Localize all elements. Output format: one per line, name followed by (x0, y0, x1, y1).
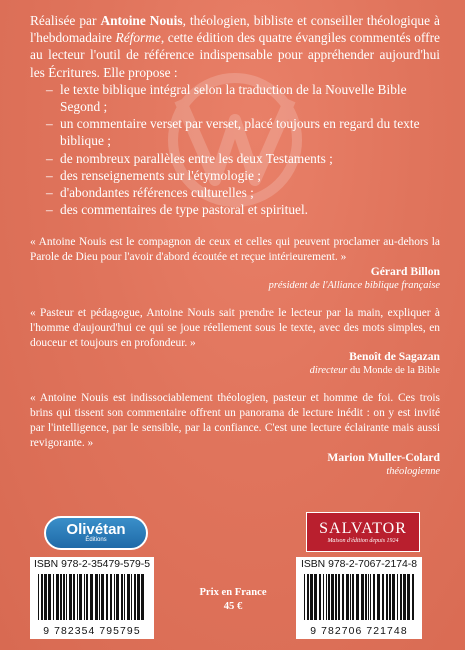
barcode-icon (304, 574, 414, 620)
isbn-text: ISBN 978-2-7067-2174-8 (300, 559, 418, 570)
intro-text-3: , cette édition des quatre évangiles commentés offre au lecteur l'outil de référence indispensable pour appréhender aujourd'hui les Écritures. Elle propose : (30, 30, 440, 80)
barcode-digits: 9 782706 721748 (310, 626, 408, 637)
quote-author: Gérard Billon (370, 265, 440, 279)
feature-item: – le texte biblique intégral selon la traduction de la Nouvelle Bible Segond ; (46, 81, 440, 115)
olivetan-logo-name: Olivétan (66, 521, 126, 538)
barcode-digits: 9 782354 795795 (43, 626, 141, 637)
olivetan-logo-sub: Éditions (85, 537, 107, 543)
role-text: directeur (309, 365, 350, 377)
feature-item: – de nombreux parallèles entre les deux Testaments ; (46, 150, 440, 167)
quote-text: « Antoine Nouis est le compagnon de ceux et celles qui peuvent proclamer au-dehors la Parole de Dieu pour l'avoir d'abord écoutée et reçue intérieurement. » (30, 236, 440, 264)
intro-magazine: Réforme (115, 30, 161, 46)
salvator-logo (306, 512, 420, 552)
barcode-icon (38, 574, 146, 620)
main-text (30, 12, 440, 478)
isbn-text: ISBN 978-2-35479-579-5 (33, 559, 151, 570)
barcode-salvator (296, 557, 422, 639)
feature-list (30, 81, 440, 219)
barcode-olivetan (30, 557, 154, 639)
feature-item: – d'abondantes références culturelles ; (46, 184, 440, 201)
intro-text-1: Réalisée par (30, 13, 101, 28)
feature-item: – des commentaires de type pastoral et spirituel. (46, 201, 440, 218)
salvator-logo-sub: Maison d'édition depuis 1924 (327, 537, 399, 544)
quote-text: « Antoine Nouis est indissociablement théologien, pasteur et homme de foi. Ces trois brins qui tissent son commentaire offrent un panorama de lecture inédit : on y est invité par l'intelligence, par le sensible, par la confiance. C'est une lecture éclairante mais aussi revigorante. » (30, 392, 440, 449)
quote-author: Marion Muller-Colard (327, 450, 440, 464)
quote-author: Benoît de Sagazan (349, 350, 440, 364)
price-block (180, 586, 286, 614)
intro-author-name: Antoine Nouis (100, 13, 183, 28)
feature-item: – un commentaire verset par verset, placé toujours en regard du texte biblique ; (46, 115, 440, 149)
role-text: Monde de la Bible (360, 365, 440, 377)
quote-text: « Pasteur et pédagogue, Antoine Nouis sait prendre le lecteur par la main, expliquer à l'homme d'aujourd'hui ce qui se joue réellement sous le texte, avec des mots simples, en douceur et toujours en profondeur. » (30, 307, 440, 349)
role-text: du (349, 365, 361, 377)
salvator-logo-name: SALVATOR (319, 519, 407, 537)
quote-author-role (30, 364, 440, 377)
olivetan-logo (44, 516, 148, 550)
quote-author-role: président de l'Alliance biblique française (268, 280, 440, 292)
intro-text-2: , théologien, bibliste et conseiller théologique à l'hebdomadaire (30, 13, 440, 46)
intro-paragraph (30, 12, 440, 81)
price-value: 45 € (223, 601, 243, 612)
feature-item: – des renseignements sur l'étymologie ; (46, 167, 440, 184)
quote-author-role: théologienne (386, 465, 440, 477)
price-label: Prix en France (199, 587, 267, 598)
